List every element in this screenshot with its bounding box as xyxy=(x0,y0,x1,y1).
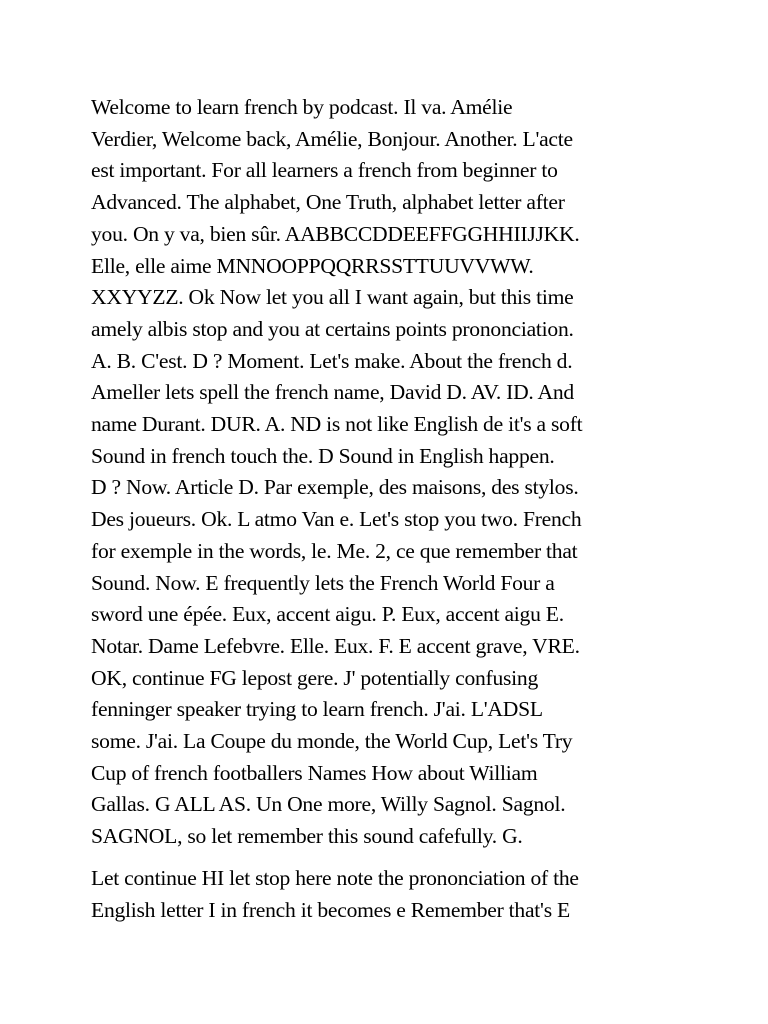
text-line: Gallas. G ALL AS. Un One more, Willy Sagnol. Sagnol. xyxy=(91,792,566,817)
text-line: for exemple in the words, le. Me. 2, ce que remember that xyxy=(91,538,578,563)
text-line: A. B. C'est. D ? Moment. Let's make. About the french d. xyxy=(91,348,573,373)
text-line: fenninger speaker trying to learn french. J'ai. L'ADSL xyxy=(91,697,543,722)
text-line: Sound. Now. E frequently lets the French World Four a xyxy=(91,570,555,595)
text-line: Sound in french touch the. D Sound in English happen. xyxy=(91,443,555,468)
text-line: Elle, elle aime MNNOOPPQQRRSSTTUUVVWW. xyxy=(91,253,534,278)
text-line: Ameller lets spell the french name, David D. AV. ID. And xyxy=(91,380,574,405)
text-line: you. On y va, bien sûr. AABBCCDDEEFFGGHHIIJJKK. xyxy=(91,221,580,246)
text-line: Advanced. The alphabet, One Truth, alphabet letter after xyxy=(91,190,565,215)
text-line: D ? Now. Article D. Par exemple, des maisons, des stylos. xyxy=(91,475,579,500)
text-line: Let continue HI let stop here note the prononciation of the xyxy=(91,865,579,890)
text-line: SAGNOL, so let remember this sound cafefully. G. xyxy=(91,824,523,849)
text-line: English letter I in french it becomes e Remember that's E xyxy=(91,897,570,922)
text-line: est important. For all learners a french from beginner to xyxy=(91,158,558,183)
text-line: Notar. Dame Lefebvre. Elle. Eux. F. E accent grave, VRE. xyxy=(91,633,580,658)
text-line: OK, continue FG lepost gere. J' potentially confusing xyxy=(91,665,539,690)
text-line: Cup of french footballers Names How about William xyxy=(91,760,538,785)
text-line: Verdier, Welcome back, Amélie, Bonjour. Another. L'acte xyxy=(91,126,573,151)
text-line: amely albis stop and you at certains points prononciation. xyxy=(91,316,574,341)
text-line: XXYYZZ. Ok Now let you all I want again, but this time xyxy=(91,285,574,310)
document-body xyxy=(91,92,691,926)
text-line: Welcome to learn french by podcast. Il va. Amélie xyxy=(91,95,513,119)
paragraph-1 xyxy=(91,92,691,853)
text-line: name Durant. DUR. A. ND is not like English de it's a soft xyxy=(91,412,583,437)
paragraph-2 xyxy=(91,863,691,926)
text-line: sword une épée. Eux, accent aigu. P. Eux, accent aigu E. xyxy=(91,602,564,627)
text-line: some. J'ai. La Coupe du monde, the World Cup, Let's Try xyxy=(91,729,573,754)
text-line: Des joueurs. Ok. L atmo Van e. Let's stop you two. French xyxy=(91,507,582,532)
